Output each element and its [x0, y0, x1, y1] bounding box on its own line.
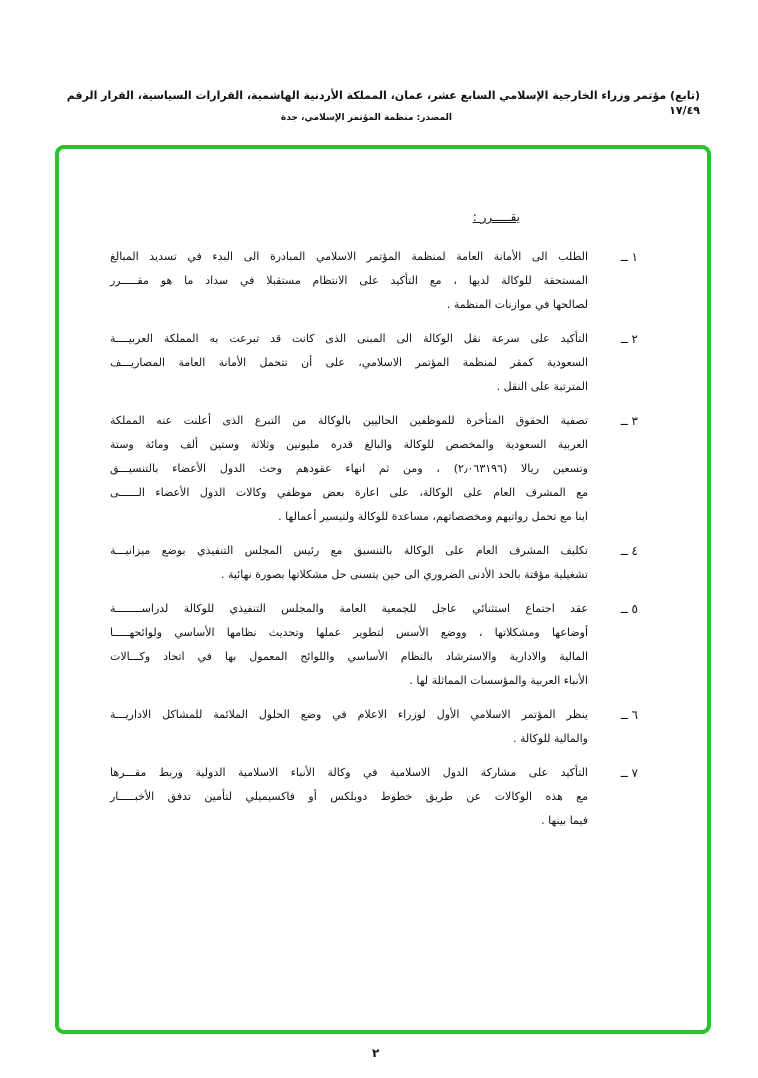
- item-number: ٣ ــ: [620, 414, 638, 428]
- page-number: ٢: [372, 1046, 380, 1060]
- resolution-item: [110, 703, 638, 751]
- resolves-heading: يقـــــرر :: [472, 210, 520, 224]
- item-text: [110, 703, 588, 751]
- item-text-line: العربية السعودية والمخصص للوكالة والبالغ قدره مليونين وثلاثة وستين ألف ومائة وستة: [110, 438, 588, 451]
- item-number: ٥ ــ: [620, 602, 638, 616]
- item-text-line: تكليف المشرف العام على الوكالة بالتنسيق مع رئيس المجلس التنفيذي بوضع ميزانيـــة: [110, 544, 588, 557]
- resolution-items: [110, 245, 638, 843]
- item-text-line: ينظر المؤتمر الاسلامي الأول لوزراء الاعلام في وضع الحلول الملائمة للمشاكل الاداريـــة: [110, 708, 588, 721]
- item-text-line: مع هذه الوكالات عن طريق خطوط دوبلكس أو فاكسيميلي لتأمين تدفق الأخبـــــار: [110, 790, 588, 803]
- resolution-item: [110, 245, 638, 317]
- item-number: ٦ ــ: [620, 708, 638, 722]
- item-text: [110, 539, 588, 587]
- item-text-line: وتسعين ريالا (٢٫٠٦٣١٩٦) ، ومن ثم انهاء عقودهم وحث الدول الأعضاء بالتنسيـــق: [110, 462, 588, 475]
- item-text: [110, 409, 588, 529]
- resolution-item: [110, 539, 638, 587]
- document-header-title: (تابع) مؤتمر وزراء الخارجية الإسلامي السابع عشر، عمان، المملكة الأردنية الهاشمية، القرارات السياسية، القرار الرقم ١٧/٤٩: [66, 89, 700, 117]
- item-text-line: لصالحها في موازنات المنظمة .: [446, 298, 588, 311]
- document-source: المصدر: منظمة المؤتمر الإسلامي، جدة: [280, 113, 452, 123]
- item-text: [110, 761, 588, 833]
- item-text-line: تصفية الحقوق المتأخرة للموظفين الحاليين بالوكالة من التبرع الذى أعلنت عنه المملكة: [110, 414, 588, 427]
- item-text-line: اينا مع تحمل رواتبهم ومخصصاتهم، مساعدة للوكالة ولتيسير أعمالها .: [278, 510, 588, 523]
- resolution-item: [110, 409, 638, 529]
- item-text-line: فيما بينها .: [541, 814, 588, 827]
- item-text-line: التأكيد على مشاركة الدول الاسلامية في وكالة الأنباء الاسلامية الدولية وربط مقـــرها: [110, 766, 588, 779]
- item-text: [110, 597, 588, 693]
- item-text-line: الطلب الى الأمانة العامة لمنظمة المؤتمر الاسلامي المبادرة الى البدء في تسديد المبالغ: [110, 250, 588, 263]
- item-text-line: الأنباء العربية والمؤسسات المماثلة لها .: [409, 674, 588, 687]
- item-number: ١ ــ: [620, 250, 638, 264]
- item-text-line: التأكيد على سرعة نقل الوكالة الى المبنى الذى كانت قد تبرعت به المملكة العربيــــة: [110, 332, 588, 345]
- item-text-line: عقد اجتماع استثنائي عاجل للجمعية العامة والمجلس التنفيذي للوكالة لدراســــــــة: [110, 602, 588, 615]
- item-text-line: المالية والادارية والاسترشاد بالنظام الأساسي واللوائح المعمول بها في اتحاد وكـــالات: [110, 650, 588, 663]
- item-text-line: تشغيلية مؤقتة بالحد الأدنى الضروري الى حين يتسنى حل مشكلاتها بصورة نهائية .: [220, 568, 588, 581]
- item-text-line: مع المشرف العام على الوكالة، على اعارة بعض موظفي وكالات الدول الأعضاء الــــــى: [110, 486, 588, 499]
- item-text-line: المترتبة على النقل .: [496, 380, 588, 393]
- item-text-line: والمالية للوكالة .: [512, 732, 588, 745]
- resolution-item: [110, 327, 638, 399]
- item-text-line: السعودية كمقر لمنظمة المؤتمر الاسلامي، على أن تتحمل الأمانة العامة المصاريـــف: [110, 356, 588, 369]
- item-number: ٧ ــ: [620, 766, 638, 780]
- resolution-item: [110, 761, 638, 833]
- item-text: [110, 327, 588, 399]
- item-text-line: أوضاعها ومشكلاتها ، ووضع الأسس لتطوير عملها وتحديث نظامها الأساسي ولوائحهـــــا: [110, 626, 588, 639]
- item-text-line: المستحقة للوكالة لديها ، مع التأكيد على الانتظام مستقبلا في سداد ما هو مقـــــرر: [110, 274, 588, 287]
- item-text: [110, 245, 588, 317]
- resolution-item: [110, 597, 638, 693]
- item-number: ٢ ــ: [620, 332, 638, 346]
- item-number: ٤ ــ: [620, 544, 638, 558]
